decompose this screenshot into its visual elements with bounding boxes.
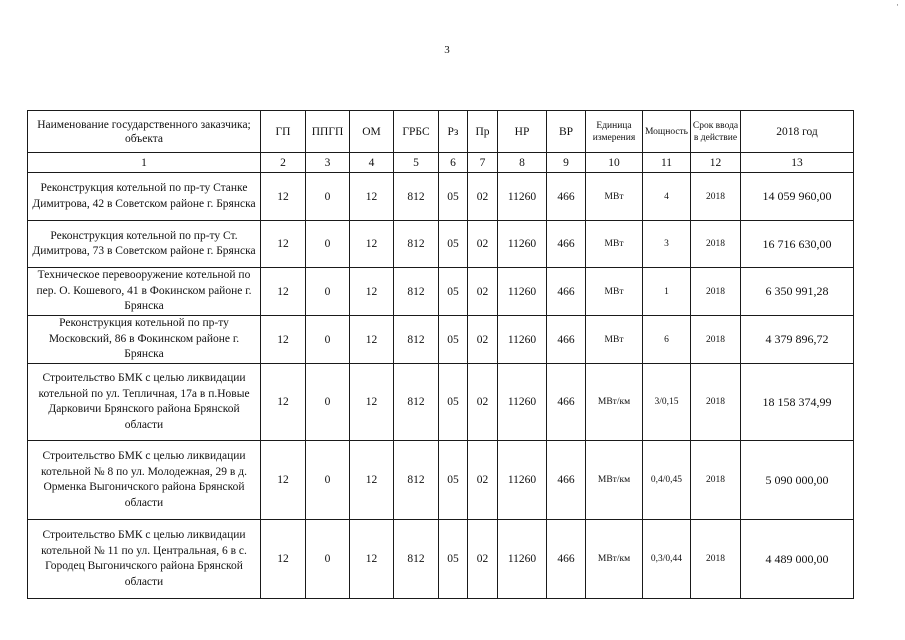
nr-cell: 11260 xyxy=(498,268,547,316)
amount-cell: 6 350 991,28 xyxy=(741,268,854,316)
header-cell-om: ОМ xyxy=(350,111,394,153)
grbs-cell: 812 xyxy=(394,441,439,520)
column-number: 11 xyxy=(643,153,691,173)
nr-cell: 11260 xyxy=(498,221,547,268)
page-number: 3 xyxy=(444,44,450,56)
header-cell-rz: Рз xyxy=(439,111,468,153)
gp-cell: 12 xyxy=(261,520,306,599)
pr-cell: 02 xyxy=(468,441,498,520)
nr-cell: 11260 xyxy=(498,173,547,221)
table-row xyxy=(28,316,854,364)
nr-cell: 11260 xyxy=(498,520,547,599)
object-name-cell: Строительство БМК с целью ликвидации котельной № 11 по ул. Центральная, 6 в с. Городец Выгоничского района Брянской области xyxy=(28,520,261,599)
term-cell: 2018 xyxy=(691,520,741,599)
ppgp-cell: 0 xyxy=(306,268,350,316)
header-cell-grbs: ГРБС xyxy=(394,111,439,153)
grbs-cell: 812 xyxy=(394,173,439,221)
om-cell: 12 xyxy=(350,364,394,441)
table-row xyxy=(28,268,854,316)
om-cell: 12 xyxy=(350,441,394,520)
rz-cell: 05 xyxy=(439,520,468,599)
amount-cell: 18 158 374,99 xyxy=(741,364,854,441)
gp-cell: 12 xyxy=(261,441,306,520)
term-cell: 2018 xyxy=(691,364,741,441)
om-cell: 12 xyxy=(350,520,394,599)
power-cell: 4 xyxy=(643,173,691,221)
table-row xyxy=(28,173,854,221)
gp-cell: 12 xyxy=(261,173,306,221)
gp-cell: 12 xyxy=(261,268,306,316)
budget-table xyxy=(27,110,854,599)
column-number: 9 xyxy=(547,153,586,173)
header-cell-year: 2018 год xyxy=(741,111,854,153)
term-cell: 2018 xyxy=(691,268,741,316)
unit-cell: МВт/км xyxy=(586,441,643,520)
rz-cell: 05 xyxy=(439,364,468,441)
header-cell-ppgp: ППГП xyxy=(306,111,350,153)
grbs-cell: 812 xyxy=(394,221,439,268)
om-cell: 12 xyxy=(350,221,394,268)
vr-cell: 466 xyxy=(547,173,586,221)
rz-cell: 05 xyxy=(439,173,468,221)
amount-cell: 16 716 630,00 xyxy=(741,221,854,268)
power-cell: 1 xyxy=(643,268,691,316)
term-cell: 2018 xyxy=(691,441,741,520)
nr-cell: 11260 xyxy=(498,441,547,520)
ppgp-cell: 0 xyxy=(306,173,350,221)
header-cell-name: Наименование государственного заказчика; объекта xyxy=(28,111,261,153)
unit-cell: МВт xyxy=(586,316,643,364)
pr-cell: 02 xyxy=(468,520,498,599)
column-number: 5 xyxy=(394,153,439,173)
column-number: 12 xyxy=(691,153,741,173)
pr-cell: 02 xyxy=(468,221,498,268)
pr-cell: 02 xyxy=(468,364,498,441)
table-row xyxy=(28,441,854,520)
pr-cell: 02 xyxy=(468,173,498,221)
unit-cell: МВт xyxy=(586,173,643,221)
header-row xyxy=(28,111,854,153)
header-cell-power: Мощность xyxy=(643,111,691,153)
amount-cell: 4 379 896,72 xyxy=(741,316,854,364)
vr-cell: 466 xyxy=(547,221,586,268)
unit-cell: МВт xyxy=(586,268,643,316)
ppgp-cell: 0 xyxy=(306,221,350,268)
column-number: 13 xyxy=(741,153,854,173)
pr-cell: 02 xyxy=(468,316,498,364)
ppgp-cell: 0 xyxy=(306,364,350,441)
object-name-cell: Реконструкция котельной по пр-ту Ст. Димитрова, 73 в Советском районе г. Брянска xyxy=(28,221,261,268)
amount-cell: 5 090 000,00 xyxy=(741,441,854,520)
gp-cell: 12 xyxy=(261,221,306,268)
grbs-cell: 812 xyxy=(394,364,439,441)
nr-cell: 11260 xyxy=(498,316,547,364)
object-name-cell: Реконструкция котельной по пр-ту Московский, 86 в Фокинском районе г. Брянска xyxy=(28,316,261,364)
ppgp-cell: 0 xyxy=(306,441,350,520)
object-name-cell: Строительство БМК с целью ликвидации котельной № 8 по ул. Молодежная, 29 в д. Орменка Выгоничского района Брянской области xyxy=(28,441,261,520)
term-cell: 2018 xyxy=(691,221,741,268)
grbs-cell: 812 xyxy=(394,268,439,316)
amount-cell: 4 489 000,00 xyxy=(741,520,854,599)
object-name-cell: Строительство БМК с целью ликвидации котельной по ул. Тепличная, 17а в п.Новые Дарковичи Брянского района Брянской области xyxy=(28,364,261,441)
rz-cell: 05 xyxy=(439,441,468,520)
column-number: 6 xyxy=(439,153,468,173)
unit-cell: МВт xyxy=(586,221,643,268)
unit-cell: МВт/км xyxy=(586,520,643,599)
nr-cell: 11260 xyxy=(498,364,547,441)
rz-cell: 05 xyxy=(439,268,468,316)
vr-cell: 466 xyxy=(547,520,586,599)
header-cell-vr: ВР xyxy=(547,111,586,153)
gp-cell: 12 xyxy=(261,364,306,441)
column-number: 3 xyxy=(306,153,350,173)
header-cell-pr: Пр xyxy=(468,111,498,153)
vr-cell: 466 xyxy=(547,268,586,316)
column-number: 7 xyxy=(468,153,498,173)
object-name-cell: Техническое перевооружение котельной по пер. О. Кошевого, 41 в Фокинском районе г. Брянска xyxy=(28,268,261,316)
ppgp-cell: 0 xyxy=(306,520,350,599)
power-cell: 0,4/0,45 xyxy=(643,441,691,520)
power-cell: 0,3/0,44 xyxy=(643,520,691,599)
column-number: 1 xyxy=(28,153,261,173)
gp-cell: 12 xyxy=(261,316,306,364)
corner-mark: · xyxy=(896,0,899,10)
column-number: 4 xyxy=(350,153,394,173)
vr-cell: 466 xyxy=(547,364,586,441)
table-row xyxy=(28,221,854,268)
unit-cell: МВт/км xyxy=(586,364,643,441)
ppgp-cell: 0 xyxy=(306,316,350,364)
om-cell: 12 xyxy=(350,173,394,221)
column-number-row xyxy=(28,153,854,173)
header-cell-nr: НР xyxy=(498,111,547,153)
grbs-cell: 812 xyxy=(394,520,439,599)
om-cell: 12 xyxy=(350,316,394,364)
object-name-cell: Реконструкция котельной по пр-ту Станке Димитрова, 42 в Советском районе г. Брянска xyxy=(28,173,261,221)
column-number: 10 xyxy=(586,153,643,173)
amount-cell: 14 059 960,00 xyxy=(741,173,854,221)
vr-cell: 466 xyxy=(547,316,586,364)
om-cell: 12 xyxy=(350,268,394,316)
pr-cell: 02 xyxy=(468,268,498,316)
header-cell-gp: ГП xyxy=(261,111,306,153)
power-cell: 6 xyxy=(643,316,691,364)
header-cell-term: Срок ввода в действие xyxy=(691,111,741,153)
power-cell: 3/0,15 xyxy=(643,364,691,441)
header-cell-unit: Единица измерения xyxy=(586,111,643,153)
rz-cell: 05 xyxy=(439,316,468,364)
term-cell: 2018 xyxy=(691,173,741,221)
power-cell: 3 xyxy=(643,221,691,268)
term-cell: 2018 xyxy=(691,316,741,364)
vr-cell: 466 xyxy=(547,441,586,520)
grbs-cell: 812 xyxy=(394,316,439,364)
rz-cell: 05 xyxy=(439,221,468,268)
table-row xyxy=(28,520,854,599)
table-row xyxy=(28,364,854,441)
column-number: 2 xyxy=(261,153,306,173)
column-number: 8 xyxy=(498,153,547,173)
